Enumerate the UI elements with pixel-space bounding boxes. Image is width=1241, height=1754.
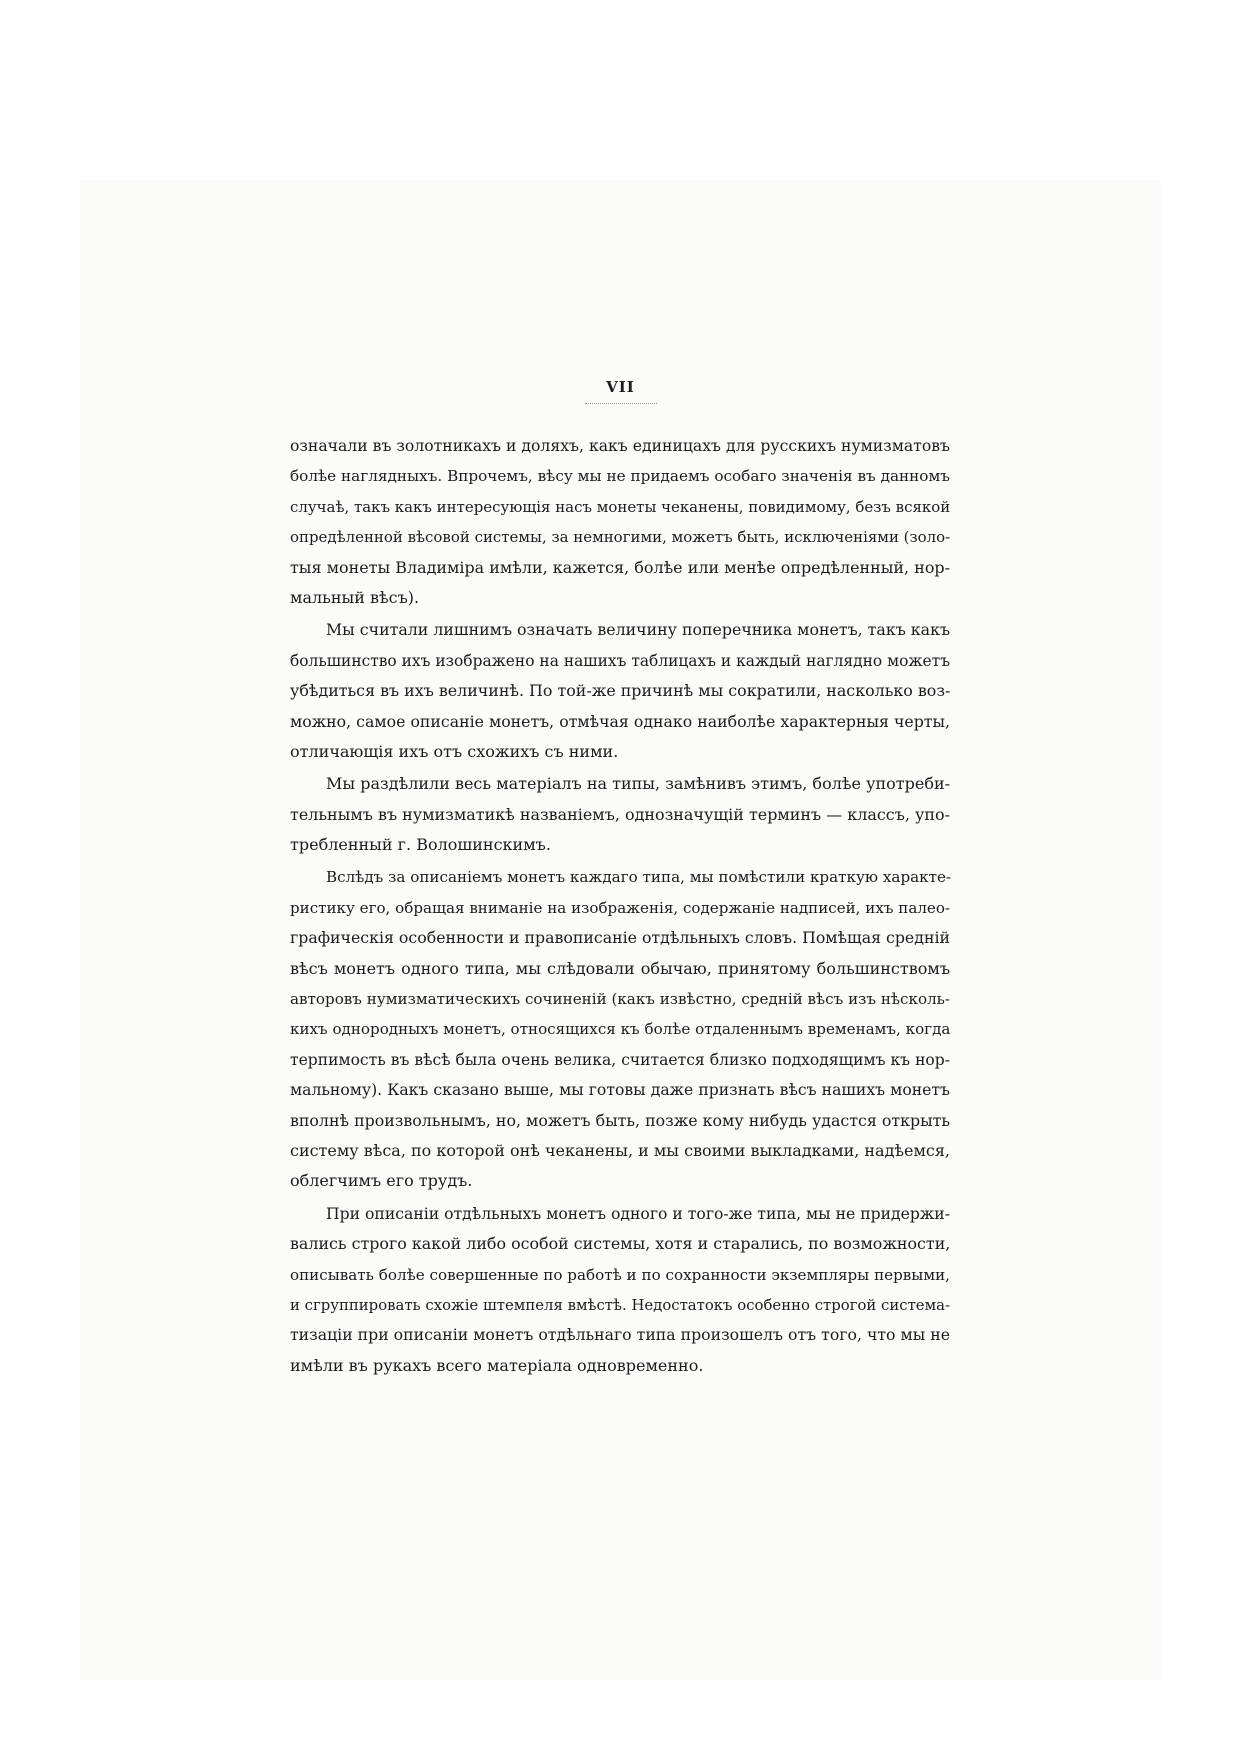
text-line: случаѣ, такъ какъ интересующія насъ монеты чеканены, повидимому, безъ всякой [290,497,951,516]
text-line: означали въ золотникахъ и доляхъ, какъ единицахъ для русскихъ нумизматовъ [290,436,950,455]
paragraph [290,862,950,1196]
text-line: большинство ихъ изображено на нашихъ таблицахъ и каждый наглядно можетъ [290,651,950,670]
text-line: тизаціи при описаніи монетъ отдѣльнаго типа произошелъ отъ того, что мы не [290,1325,950,1345]
text-line: облегчимъ его трудъ. [290,1171,473,1191]
text-line: графическія особенности и правописаніе отдѣльныхъ словъ. Помѣщая средній [290,928,950,948]
paragraph [290,431,950,613]
body-text [290,431,950,1383]
folio-ornament [585,397,657,404]
text-line: авторовъ нумизматическихъ сочиненій (какъ извѣстно, средній вѣсъ изъ нѣсколь- [290,990,951,1009]
text-line: и сгруппировать схожіе штемпеля вмѣстѣ. Недостатокъ особенно строгой система- [290,1295,950,1314]
text-line: При описаніи отдѣльныхъ монетъ одного и того-же типа, мы не придержи- [326,1203,950,1223]
text-line: Мы считали лишнимъ означать величину поперечника монетъ, такъ какъ [326,620,950,640]
page-number: VII [606,378,635,396]
text-line: Мы раздѣлили весь матеріалъ на типы, замѣнивъ этимъ, болѣе употреби- [326,774,951,794]
paragraph [290,769,950,860]
text-line: ристику его, обращая вниманіе на изображенія, содержаніе надписей, ихъ палео- [290,898,950,917]
text-line: вѣсъ монетъ одного типа, мы слѣдовали обычаю, принятому большинствомъ [290,958,950,978]
text-line: вполнѣ произвольнымъ, но, можетъ быть, позже кому нибудь удастся открыть [290,1110,950,1130]
text-line: имѣли въ рукахъ всего матеріала одновременно. [290,1355,704,1375]
text-line: вались строго какой либо особой системы, хотя и старались, по возможности, [290,1234,951,1254]
text-line: опредѣленной вѣсовой системы, за немногими, можетъ быть, исключеніями (золо- [290,528,951,547]
text-line: тыя монеты Владиміра имѣли, кажется, болѣе или менѣе опредѣленный, нор- [290,557,950,577]
text-line: убѣдиться въ ихъ величинѣ. По той-же причинѣ мы сократили, насколько воз- [290,681,951,701]
text-line: мальный вѣсъ). [290,587,420,607]
text-line: болѣе наглядныхъ. Впрочемъ, вѣсу мы не придаемъ особаго значенія въ данномъ [290,467,950,486]
text-line: систему вѣса, по которой онѣ чеканены, и мы своими выкладками, надѣемся, [290,1140,950,1160]
text-line: тельнымъ въ нумизматикѣ названіемъ, однозначущій терминъ — классъ, упо- [290,804,950,824]
text-line: терпимость въ вѣсѣ была очень велика, считается близко подходящимъ къ нор- [290,1050,950,1069]
text-line: кихъ однородныхъ монетъ, относящихся къ болѣе отдаленнымъ временамъ, когда [290,1020,951,1039]
text-line: мальному). Какъ сказано выше, мы готовы даже признать вѣсъ нашихъ монетъ [290,1080,950,1100]
paragraph [290,1199,950,1381]
text-line: Вслѣдъ за описаніемъ монетъ каждаго типа, мы помѣстили краткую характе- [326,868,952,887]
text-line: можно, самое описаніе монетъ, отмѣчая однако наиболѣе характерныя черты, [290,711,950,731]
text-line: описывать болѣе совершенные по работѣ и по сохранности экземпляры первыми, [290,1265,950,1284]
paragraph [290,615,950,767]
text-line: отличающія ихъ отъ схожихъ съ ними. [290,741,619,761]
text-line: требленный г. Волошинскимъ. [290,835,551,855]
